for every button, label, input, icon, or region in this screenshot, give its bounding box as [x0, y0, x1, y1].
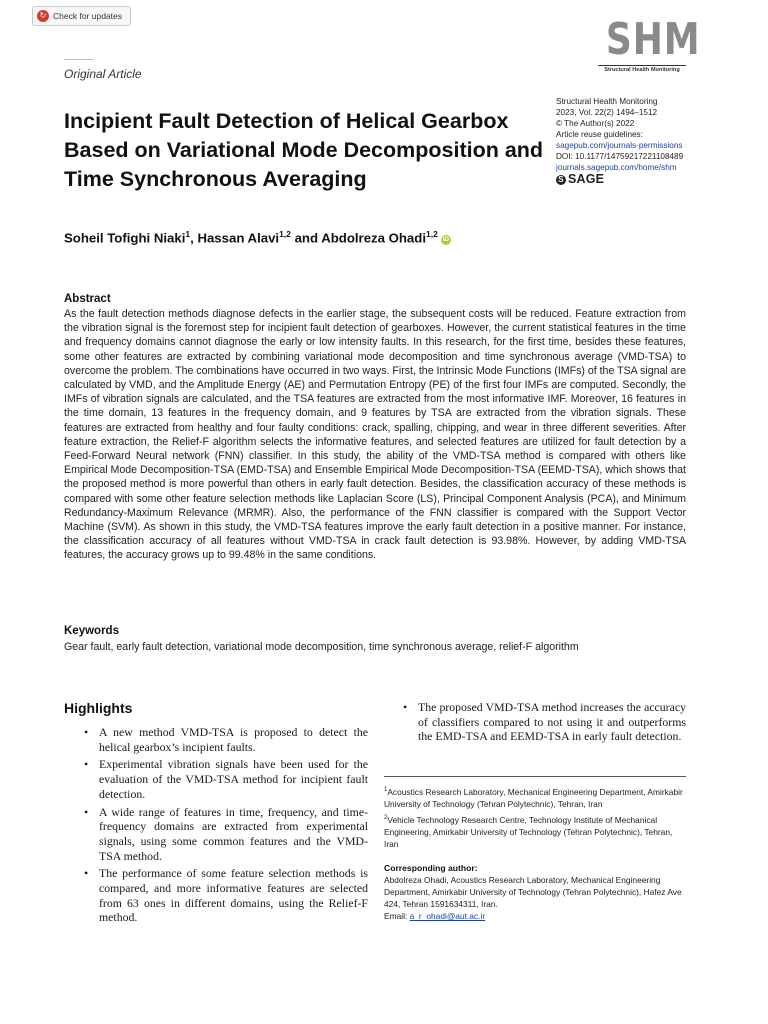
- reuse-guidelines-link[interactable]: sagepub.com/journals-permissions: [556, 141, 683, 150]
- highlight-item: • A wide range of features in time, frequency, and time-frequency domains are extracted from experimental signals, using some common features and the VMD-TSA method.: [75, 805, 368, 864]
- footnote-rule: [384, 776, 686, 777]
- journal-logo-subtitle: Structural Health Monitoring: [604, 67, 680, 73]
- author-name: Soheil Tofighi Niaki: [64, 230, 186, 246]
- corresponding-author-heading: Corresponding author:: [384, 863, 478, 873]
- affiliation-text: Vehicle Technology Research Centre, Technology Institute of Mechanical Engineering, Amirkabir University of Technology (Tehran Polytechnic), Tehran, Iran: [384, 814, 673, 849]
- logo-divider: [598, 65, 686, 66]
- email-link[interactable]: a_r_ohadi@aut.ac.ir: [409, 911, 486, 921]
- affiliation-number: 1: [384, 787, 388, 793]
- meta-line: Article reuse guidelines:: [556, 130, 643, 139]
- keywords-heading: Keywords: [64, 625, 119, 637]
- meta-line: Structural Health Monitoring: [556, 97, 658, 106]
- journal-meta: [556, 96, 756, 185]
- publisher-logo: [556, 174, 756, 185]
- meta-line: 2023, Vol. 22(2) 1494–1512: [556, 108, 658, 117]
- highlight-item: • Experimental vibration signals have been used for the evaluation of the VMD-TSA method for incipient fault detection.: [75, 757, 368, 801]
- check-for-updates-label: Check for updates: [53, 11, 122, 21]
- paper-title: Incipient Fault Detection of Helical Gearbox Based on Variational Mode Decomposition and Time Synchronous Averaging: [64, 109, 544, 191]
- doi: DOI: 10.1177/14759217221108489: [556, 152, 684, 161]
- header-rule: [64, 59, 94, 60]
- publisher-name: SAGE: [568, 172, 605, 186]
- highlight-item: • A new method VMD-TSA is proposed to detect the helical gearbox’s incipient faults.: [75, 725, 368, 754]
- affiliation-item: [384, 784, 686, 810]
- article-type: Original Article: [64, 67, 142, 81]
- author-affiliation-mark: 1: [185, 229, 191, 239]
- highlight-item: • The proposed VMD-TSA method increases the accuracy of classifiers compared to not using it and outperforms the EMD-TSA and EEMD-TSA in early fault detection.: [394, 700, 686, 744]
- journal-home-link[interactable]: journals.sagepub.com/home/shm: [556, 163, 677, 172]
- meta-line: © The Author(s) 2022: [556, 119, 635, 128]
- affiliations: [384, 784, 686, 852]
- corresponding-address: Abdolreza Ohadi, Acoustics Research Laboratory, Mechanical Engineering Department, Amirkabir University of Technology (Tehran Polytechnic), Hafez Ave 424, Tehran 1591634311, Iran.: [384, 875, 682, 909]
- author-affiliation-mark: 1,2: [425, 229, 438, 239]
- journal-logo: [598, 14, 701, 73]
- check-for-updates-badge[interactable]: [32, 6, 131, 26]
- email-label: Email:: [384, 911, 410, 921]
- corresponding-author-details: [384, 874, 686, 922]
- affiliation-text: Acoustics Research Laboratory, Mechanical Engineering Department, Amirkabir University of Technology (Tehran Polytechnic), Tehran, Iran: [384, 786, 683, 809]
- author-name: Hassan Alavi: [197, 230, 280, 246]
- keywords-body: Gear fault, early fault detection, variational mode decomposition, time synchronous average, relief-F algorithm: [64, 641, 579, 653]
- author-affiliation-mark: 1,2: [279, 229, 291, 239]
- orcid-icon[interactable]: iD: [442, 236, 450, 244]
- author-name: Abdolreza Ohadi: [321, 230, 426, 246]
- update-icon: ↻: [37, 10, 49, 22]
- highlights-heading: Highlights: [64, 700, 133, 716]
- author-separator: and: [290, 230, 322, 246]
- affiliation-number: 2: [384, 814, 388, 821]
- highlights-right-column: [394, 700, 686, 747]
- abstract-heading: Abstract: [64, 293, 111, 305]
- journal-logo-text: SHM: [605, 14, 701, 65]
- highlight-item: • The performance of some feature selection methods is compared, and more informative features are selected from 63 ones in different domains, using the Relief-F method.: [75, 866, 368, 925]
- corresponding-email-line: [384, 910, 686, 922]
- author-list: [64, 229, 451, 245]
- abstract-body: As the fault detection methods diagnose defects in the earlier stage, the subsequent costs will be reduced. Feature extraction from the vibration signal is the foremost step for incipient fault detection of gearboxes. However, the current statistical features in the time and frequency domains cannot diagnose the early or low intensity faults. In this research, for the first time, besides these features, some other features are extracted by combining variational mode decomposition and time synchronous average (VMD-TSA) to overcome the problem. The combinations have occurred in two ways. First, the Intrinsic Mode Functions (IMFs) of the TSA signal are calculated by VMD, and the Amplitude Energy (AE) and Permutation Entropy (PE) of the first four IMFs are computed. Secondly, the IMFs of vibration signals are calculated, and the TSA features are extracted from the most informative IMF. Moreover, 16 features in the time domain, 13 features in the frequency domain, and 9 features by TSA are extracted from the vibration signals. These features are extracted from healthy and four faulty conditions: crack, spalling, chipping, and wear in three different severities. After feature extraction, the Relief-F algorithm selects the informative features, and selected features are utilized for fault detection by a Feed-Forward Neural network (FNN) classifier. In this study, the ability of the VMD-TSA method is compared with others like Empirical Mode Decomposition-TSA (EMD-TSA) and Ensemble Empirical Mode Decomposition-TSA (EEMD-TSA), which shows that the proposed method is more powerful than others in early fault detection. Besides, the classification accuracy of these methods is compared with some other feature selection methods like Laplacian Score (LS), Principal Component Analysis (PCA), and Minimum Redundancy-Maximum Relevance (MRMR). Also, the performance of the FNN classifier is compared with the Support Vector Machine (SVM). As shown in this study, the VMD-TSA features improve the early fault detection in a positive manner. For instance, the classification accuracy of all features without VMD-TSA in crack fault detection is 93.98%. However, by adding VMD-TSA features, the accuracy grows up to 99.48% in the same conditions.: [64, 308, 686, 562]
- highlights-left-column: [75, 725, 368, 928]
- affiliation-item: [384, 812, 686, 850]
- sage-mark-icon: S: [556, 175, 566, 185]
- author-separator: ,: [190, 230, 198, 246]
